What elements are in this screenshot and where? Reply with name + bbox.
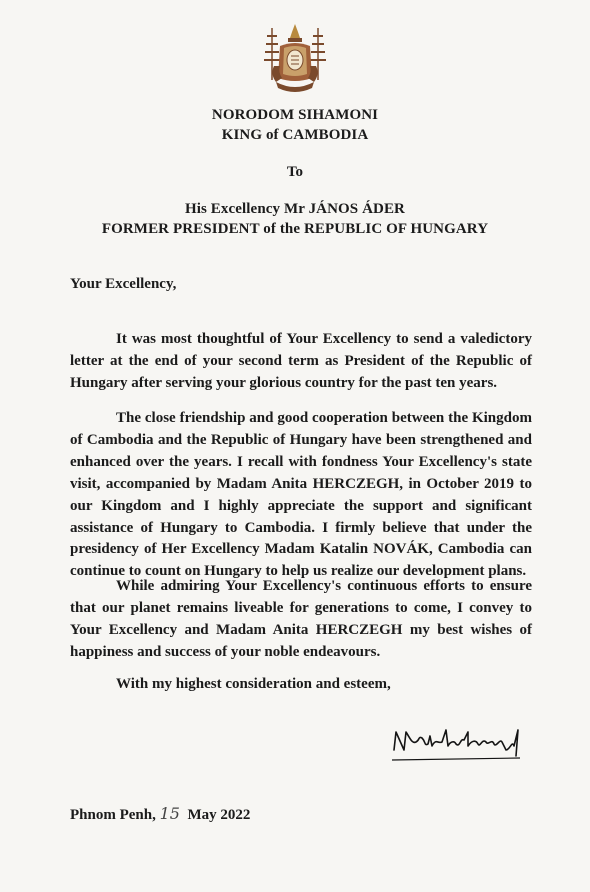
body-paragraph-1: It was most thoughtful of Your Excellency to send a valedictory letter at the end of your second term as President of the Republic of Hungary after serving your glorious country for the past ten years. bbox=[70, 331, 532, 391]
body-paragraph-3: While admiring Your Excellency's continuous efforts to ensure that our planet remains liveable for generations to come, I convey to Your Excellency and Madam Anita HERCZEGH my best wishes of happiness and success of your noble endeavours. bbox=[70, 578, 532, 660]
date-month-year: May 2022 bbox=[187, 807, 251, 823]
date-day: 15 bbox=[159, 804, 180, 823]
sender-name: NORODOM SIHAMONI bbox=[211, 107, 379, 123]
place-name: Phnom Penh, bbox=[70, 807, 156, 823]
salutation: Your Excellency, bbox=[70, 276, 177, 292]
sender-title: KING of CAMBODIA bbox=[221, 127, 369, 143]
royal-coat-of-arms-icon bbox=[262, 22, 328, 94]
closing-line: With my highest consideration and esteem, bbox=[116, 676, 391, 692]
date-line bbox=[70, 804, 250, 824]
body-paragraph-2: The close friendship and good cooperation between the Kingdom of Cambodia and the Republic of Hungary have been strengthened and enhanced over the years. I recall with fondness Your Excellency's state visit, accompanied by Madam Anita HERCZEGH, in October 2019 to our Kingdom and I highly appreciate the support and significant assistance of Hungary to Cambodia. I firmly believe that under the presidency of Her Excellency Madam Katalin NOVÁK, Cambodia can continue to count on Hungary to help us realize our development plans. bbox=[70, 410, 532, 580]
recipient-line-2: FORMER PRESIDENT of the REPUBLIC OF HUNGARY bbox=[101, 221, 489, 237]
to-label: To bbox=[286, 164, 304, 180]
recipient-line-1: His Excellency Mr JÁNOS ÁDER bbox=[184, 201, 405, 217]
handwritten-signature-icon bbox=[388, 720, 528, 764]
